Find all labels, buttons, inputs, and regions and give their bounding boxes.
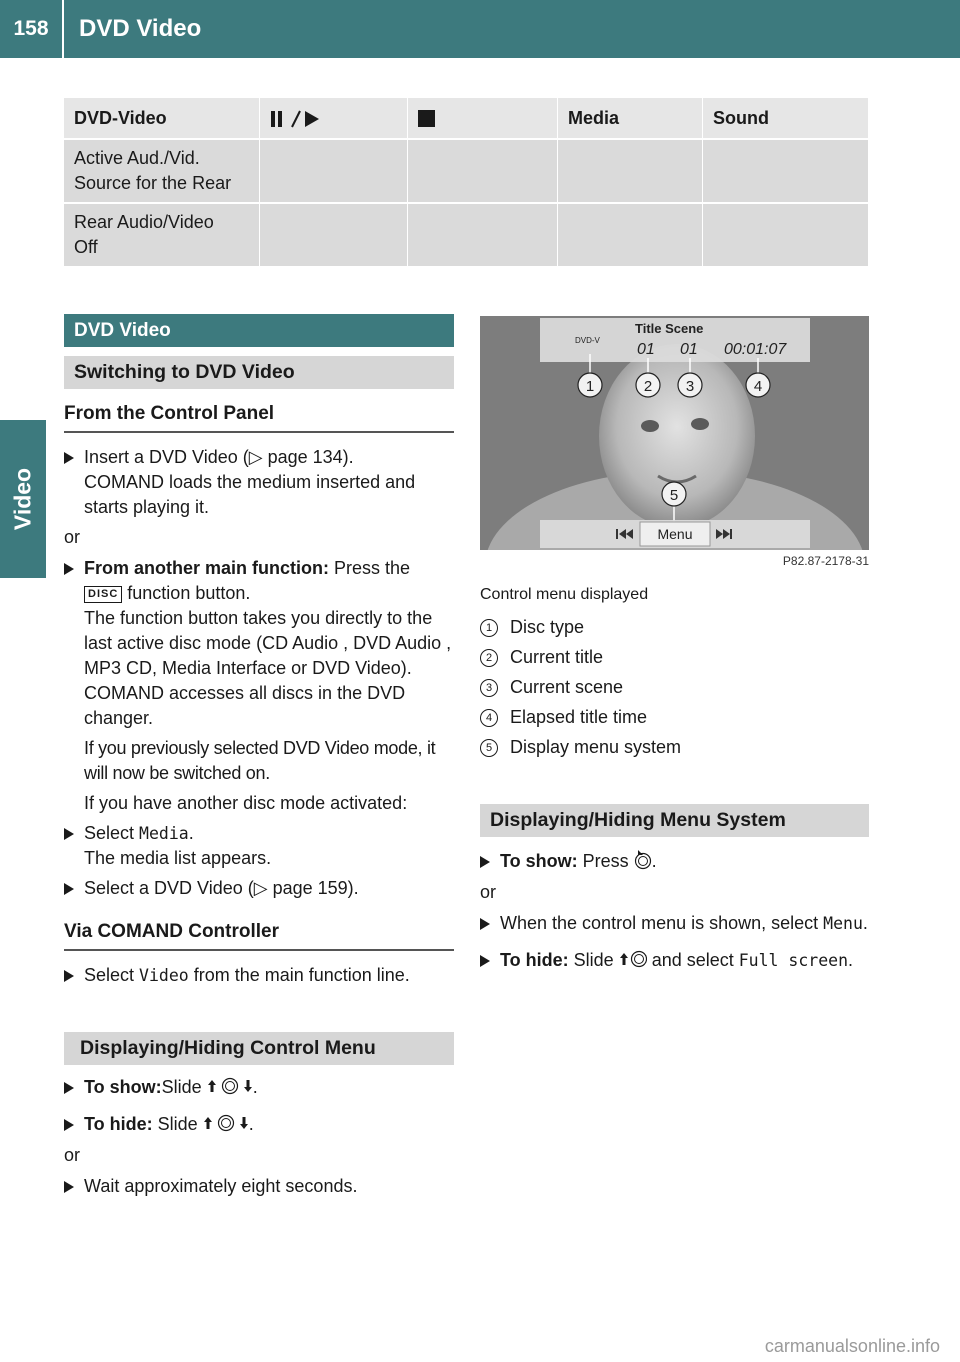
left-column <box>64 314 454 1199</box>
subheading-controller: Via COMAND Controller <box>64 921 454 951</box>
slide-up-down-icon <box>203 1113 249 1133</box>
header-bar <box>0 0 960 58</box>
step-select-menu: When the control menu is shown, select Menu. <box>480 911 869 936</box>
stop-icon <box>418 110 435 127</box>
svg-text:3: 3 <box>685 378 695 395</box>
arrow-icon <box>64 563 74 575</box>
arrow-icon <box>64 1119 74 1131</box>
step-wait: Wait approximately eight seconds. <box>64 1174 454 1199</box>
callout-4 <box>746 373 770 397</box>
dvd-screen-illustration <box>480 316 869 550</box>
watermark: carmanualsonline.info <box>764 1336 940 1356</box>
step-show-menu-system: To show: Press . <box>480 849 869 874</box>
svg-text:Menu: Menu <box>657 526 693 542</box>
arrow-icon <box>480 856 490 868</box>
arrow-icon <box>64 970 74 982</box>
or-text: or <box>64 1145 81 1165</box>
step-disc-button: DISC function button. <box>64 581 454 606</box>
table-row <box>64 140 869 204</box>
step-media-result: The media list appears. <box>84 848 272 868</box>
table-header-sound: Sound <box>703 98 869 140</box>
step-another-condition: If you have another disc mode activated: <box>84 793 408 813</box>
arrow-icon <box>480 918 490 930</box>
arrow-icon <box>64 452 74 464</box>
figure-caption: Control menu displayed <box>480 586 649 603</box>
step-select-dvd: Select a DVD Video (▷ page 159). <box>64 876 454 901</box>
step-show-control-menu: To show:Slide . <box>64 1075 454 1100</box>
callout-3 <box>678 373 702 397</box>
arrow-icon <box>64 828 74 840</box>
list-item: 1 Disc type <box>480 612 869 642</box>
svg-text:DVD-V: DVD-V <box>575 336 600 345</box>
section-switching-title: Switching to DVD Video <box>64 356 454 389</box>
pause-play-icon <box>270 109 326 129</box>
step-another-function: From another main function: Press the <box>64 556 454 581</box>
disc-button-icon: DISC <box>84 586 122 603</box>
step-insert-result: COMAND loads the medium inserted and starts playing it. <box>84 472 416 517</box>
table-row <box>64 204 869 268</box>
list-item: 5 Display menu system <box>480 732 869 762</box>
dvd-screen-photo <box>480 316 869 550</box>
table-header-dvd-video: DVD-Video <box>64 98 260 140</box>
image-code: P82.87-2178-31 <box>782 554 869 568</box>
step-hide-menu-system: To hide: Slide and select Full screen. <box>480 948 869 973</box>
arrow-icon <box>480 955 490 967</box>
slide-up-down-icon <box>207 1076 253 1096</box>
svg-text:1: 1 <box>585 378 595 395</box>
callout-5 <box>662 482 686 506</box>
callout-2 <box>636 373 660 397</box>
section-menu-system-title: Displaying/Hiding Menu System <box>480 804 869 837</box>
table-header-media: Media <box>558 98 703 140</box>
list-item: 4 Elapsed title time <box>480 702 869 732</box>
step-insert-dvd: Insert a DVD Video (▷ page 134). <box>64 445 454 470</box>
list-item: 3 Current scene <box>480 672 869 702</box>
arrow-icon <box>64 1181 74 1193</box>
press-controller-icon <box>634 850 652 870</box>
page-number: 158 <box>0 0 64 58</box>
step-another-result: The function button takes you directly to the last active disc mode (CD Audio , DVD Audio , MP3 CD, Media Interface or DVD Video). COMAND accesses all discs in the DVD changer. <box>84 608 452 728</box>
svg-text:2: 2 <box>643 378 653 395</box>
header-title: DVD Video <box>79 15 202 42</box>
slide-up-icon <box>619 949 647 969</box>
table-cell-label: Rear Audio/Video Off <box>64 204 260 268</box>
step-another-note: If you previously selected DVD Video mode, it will now be switched on. <box>84 738 436 783</box>
side-tab-label: Video <box>9 467 36 531</box>
step-hide-control-menu: To hide: Slide . <box>64 1112 454 1137</box>
table-header-row <box>64 98 869 140</box>
list-item: 2 Current title <box>480 642 869 672</box>
svg-text:Title Scene: Title Scene <box>635 321 704 336</box>
step-select-media: Select Media. <box>64 821 454 846</box>
arrow-icon <box>64 883 74 895</box>
step-select-video: Select Video from the main function line. <box>64 963 454 988</box>
table-header-pause-play <box>260 98 408 140</box>
section-title-dvd-video: DVD Video <box>64 314 454 347</box>
section-control-menu-title: Displaying/Hiding Control Menu <box>64 1032 454 1065</box>
svg-text:01: 01 <box>637 341 655 358</box>
svg-text:01: 01 <box>680 341 698 358</box>
svg-text:00:01:07: 00:01:07 <box>724 341 787 358</box>
svg-text:5: 5 <box>669 487 679 504</box>
legend-list <box>480 612 869 762</box>
dvd-function-table <box>64 98 869 268</box>
subheading-control-panel: From the Control Panel <box>64 403 454 433</box>
right-column <box>480 316 869 973</box>
svg-text:4: 4 <box>753 378 763 395</box>
callout-1 <box>578 373 602 397</box>
arrow-icon <box>64 1082 74 1094</box>
or-text: or <box>64 527 81 547</box>
table-header-stop <box>408 98 558 140</box>
or-text: or <box>480 882 497 902</box>
table-cell-label: Active Aud./Vid. Source for the Rear <box>64 140 260 204</box>
